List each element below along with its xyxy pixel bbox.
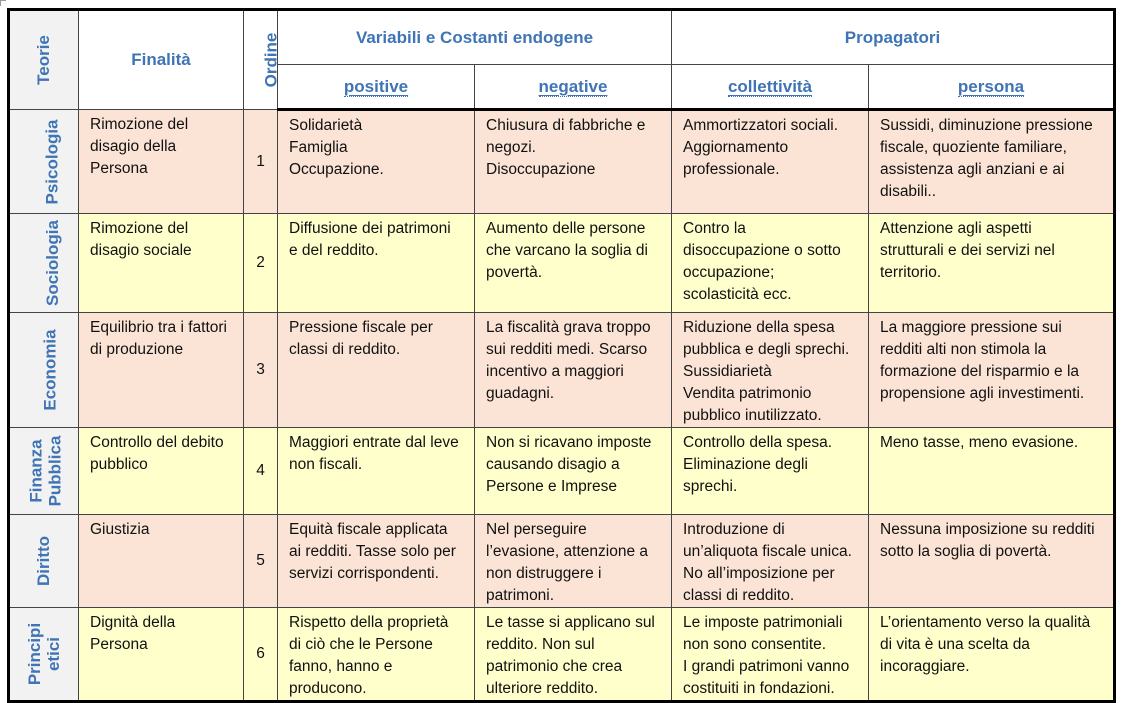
persona-cell: Sussidi, diminuzione pressione fiscale, quoziente familiare, assistenza agli anziani e ai disabili..: [869, 110, 1115, 214]
theory-label: Finanza Pubblica: [26, 435, 65, 506]
header-negative: [475, 65, 672, 110]
header-teorie: [9, 10, 79, 110]
header-persona: [869, 65, 1115, 110]
persona-cell: Attenzione agli aspetti strutturali e dei servizi nel territorio.: [869, 214, 1115, 313]
ordine-cell: 6: [244, 608, 278, 702]
persona-cell: Nessuna imposizione su redditi sotto la soglia di povertà.: [869, 515, 1115, 608]
header-teorie-label: Teorie: [33, 35, 53, 85]
ordine-cell: 2: [244, 214, 278, 313]
finalita-cell: Rimozione del disagio sociale: [79, 214, 244, 313]
negative-cell: Chiusura di fabbriche e negozi. Disoccupazione: [475, 110, 672, 214]
header-finalita: Finalità: [79, 10, 244, 110]
negative-cell: Nel perseguire l’evasione, attenzione a non distruggere i patrimoni.: [475, 515, 672, 608]
theory-label: Economia: [40, 329, 60, 411]
theory-cell: [9, 110, 79, 214]
collettivita-cell: Controllo della spesa. Eliminazione degli sprechi.: [672, 428, 869, 515]
collettivita-cell: Le imposte patrimoniali non sono consentite. I grandi patrimoni vanno costituiti in fondazioni.: [672, 608, 869, 702]
theory-label: Sociologia: [42, 220, 62, 306]
theory-label: Diritto: [33, 535, 53, 587]
negative-cell: Aumento delle persone che varcano la soglia di povertà.: [475, 214, 672, 313]
theory-cell: [9, 214, 79, 313]
positive-cell: Solidarietà Famiglia Occupazione.: [278, 110, 475, 214]
theory-cell: [9, 428, 79, 515]
positive-cell: Maggiori entrate dal leve non fiscali.: [278, 428, 475, 515]
theory-cell: [9, 608, 79, 702]
collettivita-cell: Contro la disoccupazione o sotto occupazione; scolasticità ecc.: [672, 214, 869, 313]
positive-cell: Pressione fiscale per classi di reddito.: [278, 313, 475, 428]
positive-cell: Rispetto della proprietà di ciò che le Persone fanno, hanno e producono.: [278, 608, 475, 702]
positive-cell: Diffusione dei patrimoni e del reddito.: [278, 214, 475, 313]
header-variabili: Variabili e Costanti endogene: [278, 10, 672, 65]
collettivita-cell: Riduzione della spesa pubblica e degli sprechi. Sussidiarietà Vendita patrimonio pubblico inutilizzato.: [672, 313, 869, 428]
header-ordine: [244, 10, 281, 110]
collettivita-cell: Introduzione di un’aliquota fiscale unica. No all’imposizione per classi di reddito.: [672, 515, 869, 608]
header-persona-label: persona: [957, 76, 1025, 96]
finalita-cell: Giustizia: [79, 515, 244, 608]
ordine-cell: 4: [244, 428, 278, 515]
finalita-cell: Controllo del debito pubblico: [79, 428, 244, 515]
table-row: [9, 608, 1115, 702]
theory-cell: [9, 313, 79, 428]
table-row: [9, 110, 1115, 214]
persona-cell: La maggiore pressione sui redditi alti non stimola la formazione del risparmio e la propensione agli investimenti.: [869, 313, 1115, 428]
theory-cell: [9, 515, 79, 608]
table-row: [9, 313, 1115, 428]
negative-cell: Non si ricavano imposte causando disagio a Persone e Imprese: [475, 428, 672, 515]
table-row: [9, 428, 1115, 515]
header-row-top: [9, 10, 1115, 65]
finalita-cell: Dignità della Persona: [79, 608, 244, 702]
table-row: [9, 214, 1115, 313]
persona-cell: L’orientamento verso la qualità di vita è una scelta da incoraggiare.: [869, 608, 1115, 702]
header-collettivita-label: collettività: [727, 76, 813, 96]
header-ordine-label: Ordine: [261, 32, 281, 88]
header-positive: [278, 65, 475, 110]
header-collettivita: [672, 65, 869, 110]
header-negative-label: negative: [538, 76, 608, 96]
header-positive-label: positive: [343, 76, 409, 96]
persona-cell: Meno tasse, meno evasione.: [869, 428, 1115, 515]
theory-label: Psicologia: [42, 118, 62, 205]
ordine-cell: 1: [244, 110, 278, 214]
header-propagatori: Propagatori: [672, 10, 1115, 65]
ordine-cell: 5: [244, 515, 278, 608]
ordine-cell: 3: [244, 313, 278, 428]
finalita-cell: Rimozione del disagio della Persona: [79, 110, 244, 214]
collettivita-cell: Ammortizzatori sociali. Aggiornamento professionale.: [672, 110, 869, 214]
finalita-cell: Equilibrio tra i fattori di produzione: [79, 313, 244, 428]
theory-label: Principi etici: [24, 622, 63, 685]
table-row: [9, 515, 1115, 608]
table-anchor-mark: [0, 0, 6, 6]
positive-cell: Equità fiscale applicata ai redditi. Tasse solo per servizi corrispondenti.: [278, 515, 475, 608]
theories-table: [7, 8, 1116, 703]
negative-cell: Le tasse si applicano sul reddito. Non sul patrimonio che crea ulteriore reddito.: [475, 608, 672, 702]
negative-cell: La fiscalità grava troppo sui redditi medi. Scarso incentivo a maggiori guadagni.: [475, 313, 672, 428]
